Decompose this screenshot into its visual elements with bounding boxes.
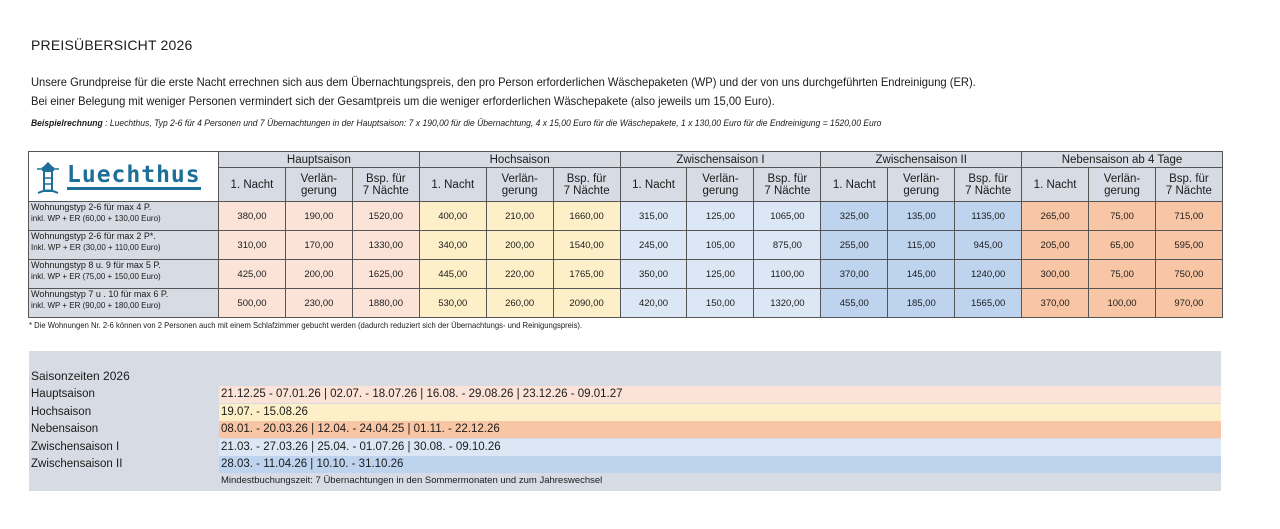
price-cell: 595,00 (1155, 231, 1222, 260)
sub-header-line: 7 Nächte (1165, 184, 1212, 197)
season-dates: 21.12.25 - 07.01.26 | 02.07. - 18.07.26 | 16.08. - 29.08.26 | 23.12.26 - 09.01.27 (219, 386, 1221, 403)
sub-header-cell (553, 168, 620, 202)
sub-header-line: gerung (300, 184, 337, 197)
example-text: : Luechthus, Typ 2-6 für 4 Personen und 7 Übernachtungen in der Hauptsaison: 7 x 190,00 für die Übernachtung, 4 x 15,00 Euro für die Wäschepakete, 1 x 130,00 Euro für die Endreinigung = 1520,00 Euro (102, 118, 882, 129)
price-cell: 1320,00 (754, 289, 821, 318)
price-cell: 1330,00 (352, 231, 419, 260)
price-cell: 145,00 (888, 260, 955, 289)
sub-header-line: gerung (501, 184, 538, 197)
apartment-included: inkl. WP + ER (60,00 + 130,00 Euro) (31, 214, 161, 223)
season-time-row (29, 421, 1221, 438)
price-cell: 265,00 (1022, 202, 1089, 231)
price-cell: 1540,00 (553, 231, 620, 260)
season-times-box (29, 351, 1221, 491)
price-cell: 230,00 (285, 289, 352, 318)
price-cell: 400,00 (419, 202, 486, 231)
price-cell: 1065,00 (754, 202, 821, 231)
price-cell: 970,00 (1155, 289, 1222, 318)
apartment-type: Wohnungstyp 8 u. 9 für max 5 P. (31, 260, 161, 270)
footnote: * Die Wohnungen Nr. 2-6 können von 2 Personen auch mit einem Schlafzimmer gebucht werden (dadurch reduziert sich der Übernachtungs- und Reinigungspreis). (29, 320, 583, 330)
price-cell: 135,00 (888, 202, 955, 231)
price-cell: 1880,00 (352, 289, 419, 318)
season-header-nebensaison: Nebensaison ab 4 Tage (1022, 152, 1223, 168)
price-cell: 125,00 (687, 260, 754, 289)
price-cell: 370,00 (1022, 289, 1089, 318)
price-cell: 750,00 (1155, 260, 1222, 289)
sub-header-line: Bsp. für (365, 172, 406, 185)
price-cell: 100,00 (1089, 289, 1156, 318)
sub-header-line: gerung (702, 184, 739, 197)
season-time-row (29, 439, 1221, 456)
sub-header-cell (1089, 168, 1156, 202)
price-cell: 1565,00 (955, 289, 1022, 318)
sub-header-line: gerung (903, 184, 940, 197)
apartment-type: Wohnungstyp 2-6 für max 2 P*. (31, 231, 156, 241)
price-cell: 245,00 (620, 231, 687, 260)
row-label (29, 289, 219, 318)
sub-header-cell (754, 168, 821, 202)
price-cell: 875,00 (754, 231, 821, 260)
price-cell: 310,00 (219, 231, 286, 260)
price-cell: 445,00 (419, 260, 486, 289)
intro-text (31, 73, 976, 111)
price-cell: 300,00 (1022, 260, 1089, 289)
sub-header-line: 7 Nächte (764, 184, 811, 197)
apartment-type: Wohnungstyp 2-6 für max 4 P. (31, 202, 152, 212)
season-dates: 19.07. - 15.08.26 (219, 404, 1221, 421)
example-label: Beispielrechnung (31, 118, 103, 129)
price-cell: 170,00 (285, 231, 352, 260)
price-rows (29, 202, 1223, 318)
season-dates: 08.01. - 20.03.26 | 12.04. - 24.04.25 | 01.11. - 22.12.26 (219, 421, 1221, 438)
sub-header-line: Bsp. für (968, 172, 1008, 185)
price-cell: 210,00 (486, 202, 553, 231)
sub-header-cell (1155, 168, 1222, 202)
price-cell: 105,00 (687, 231, 754, 260)
season-name: Zwischensaison I (31, 440, 120, 453)
sub-header-line: 7 Nächte (362, 184, 409, 197)
price-cell: 455,00 (821, 289, 888, 318)
season-times-title: Saisonzeiten 2026 (31, 369, 130, 383)
season-header-zwischensaison-2: Zwischensaison II (821, 152, 1022, 168)
intro-line: Unsere Grundpreise für die erste Nacht errechnen sich aus dem Übernachtungspreis, den pro Person erforderlichen Wäschepaketen (WP) und der von uns durchgeführten Endreinigung (ER). (31, 75, 976, 89)
season-header-hochsaison: Hochsaison (419, 152, 620, 168)
row-label (29, 202, 219, 231)
sub-header-line: 1. Nacht (230, 178, 274, 191)
price-cell: 255,00 (821, 231, 888, 260)
table-row (29, 231, 1223, 260)
logo (29, 155, 218, 199)
sub-header-line: 7 Nächte (965, 184, 1012, 197)
price-cell: 530,00 (419, 289, 486, 318)
price-cell: 1625,00 (352, 260, 419, 289)
sub-header-cell (821, 168, 888, 202)
row-label (29, 231, 219, 260)
sub-header-cell (888, 168, 955, 202)
price-cell: 1240,00 (955, 260, 1022, 289)
season-header-hauptsaison: Hauptsaison (219, 152, 420, 168)
sub-header-line: 1. Nacht (832, 178, 876, 191)
season-header-zwischensaison-1: Zwischensaison I (620, 152, 821, 168)
season-dates: 21.03. - 27.03.26 | 25.04. - 01.07.26 | 30.08. - 09.10.26 (219, 439, 1221, 456)
season-time-row (29, 404, 1221, 421)
sub-header-line: Verlän- (501, 172, 538, 185)
lighthouse-icon (35, 160, 61, 194)
sub-header-line: 7 Nächte (563, 184, 610, 197)
season-name: Zwischensaison II (31, 458, 123, 470)
price-cell: 125,00 (687, 202, 754, 231)
price-cell: 200,00 (285, 260, 352, 289)
sub-header-cell (620, 168, 687, 202)
page-title: PREISÜBERSICHT 2026 (31, 37, 193, 53)
price-cell: 380,00 (219, 202, 286, 231)
sub-header-cell (955, 168, 1022, 202)
price-cell: 260,00 (486, 289, 553, 318)
price-cell: 1520,00 (352, 202, 419, 231)
table-row (29, 289, 1223, 318)
apartment-included: Inkl. WP + ER (30,00 + 110,00 Euro) (31, 243, 161, 252)
min-booking-note: Mindestbuchungszeit: 7 Übernachtungen in den Sommermonaten und zum Jahreswechsel (221, 475, 603, 486)
price-cell: 325,00 (821, 202, 888, 231)
table-row (29, 202, 1223, 231)
season-name: Nebensaison (31, 423, 99, 435)
season-name: Hochsaison (31, 405, 92, 418)
sub-header-cell (687, 168, 754, 202)
logo-text: Luechthus (67, 162, 201, 188)
sub-header-cell (419, 168, 486, 202)
price-cell: 115,00 (888, 231, 955, 260)
intro-line: Bei einer Belegung mit weniger Personen vermindert sich der Gesamtpreis um die weniger erforderlichen Wäschepakete (also jeweils um 15,00 Euro). (31, 94, 775, 108)
sub-header-cell (285, 168, 352, 202)
sub-header-cell (219, 168, 286, 202)
price-cell: 420,00 (620, 289, 687, 318)
price-cell: 350,00 (620, 260, 687, 289)
sub-header-cell (486, 168, 553, 202)
logo-cell (29, 152, 219, 202)
example-calculation (31, 118, 881, 129)
price-cell: 340,00 (419, 231, 486, 260)
price-cell: 190,00 (285, 202, 352, 231)
sub-header-line: gerung (1104, 184, 1140, 197)
price-cell: 75,00 (1089, 260, 1156, 289)
sub-header-line: Verlän- (300, 172, 338, 185)
season-time-row (29, 456, 1221, 473)
price-cell: 150,00 (687, 289, 754, 318)
table-row (29, 260, 1223, 289)
row-label (29, 260, 219, 289)
sub-header-line: Bsp. für (1169, 172, 1209, 185)
sub-header-line: Bsp. für (566, 172, 607, 185)
sub-header-line: Verlän- (702, 172, 739, 185)
sub-header-line: 1. Nacht (632, 178, 675, 191)
price-cell: 185,00 (888, 289, 955, 318)
sub-header-cell (352, 168, 419, 202)
price-cell: 220,00 (486, 260, 553, 289)
price-cell: 370,00 (821, 260, 888, 289)
season-time-row (29, 386, 1221, 403)
price-cell: 1765,00 (553, 260, 620, 289)
price-cell: 1660,00 (553, 202, 620, 231)
price-cell: 200,00 (486, 231, 553, 260)
sub-header-line: Bsp. für (767, 172, 808, 185)
price-cell: 65,00 (1089, 231, 1156, 260)
season-name: Hauptsaison (31, 388, 95, 400)
sub-header-line: 1. Nacht (1033, 178, 1077, 191)
price-cell: 715,00 (1155, 202, 1222, 231)
price-cell: 945,00 (955, 231, 1022, 260)
price-cell: 2090,00 (553, 289, 620, 318)
price-cell: 500,00 (219, 289, 286, 318)
apartment-included: inkl. WP + ER (90,00 + 180,00 Euro) (31, 301, 161, 310)
sub-header-line: 1. Nacht (431, 178, 475, 191)
price-cell: 1100,00 (754, 260, 821, 289)
price-cell: 315,00 (620, 202, 687, 231)
season-dates: 28.03. - 11.04.26 | 10.10. - 31.10.26 (219, 456, 1221, 473)
price-cell: 205,00 (1022, 231, 1089, 260)
price-table (28, 151, 1223, 318)
price-cell: 1135,00 (955, 202, 1022, 231)
price-cell: 425,00 (219, 260, 286, 289)
sub-header-line: Verlän- (1103, 172, 1141, 185)
apartment-type: Wohnungstyp 7 u . 10 für max 6 P. (31, 289, 169, 299)
price-cell: 75,00 (1089, 202, 1156, 231)
sub-header-cell (1022, 168, 1089, 202)
sub-header-line: Verlän- (903, 172, 940, 185)
apartment-included: inkl. WP + ER (75,00 + 150,00 Euro) (31, 272, 161, 281)
